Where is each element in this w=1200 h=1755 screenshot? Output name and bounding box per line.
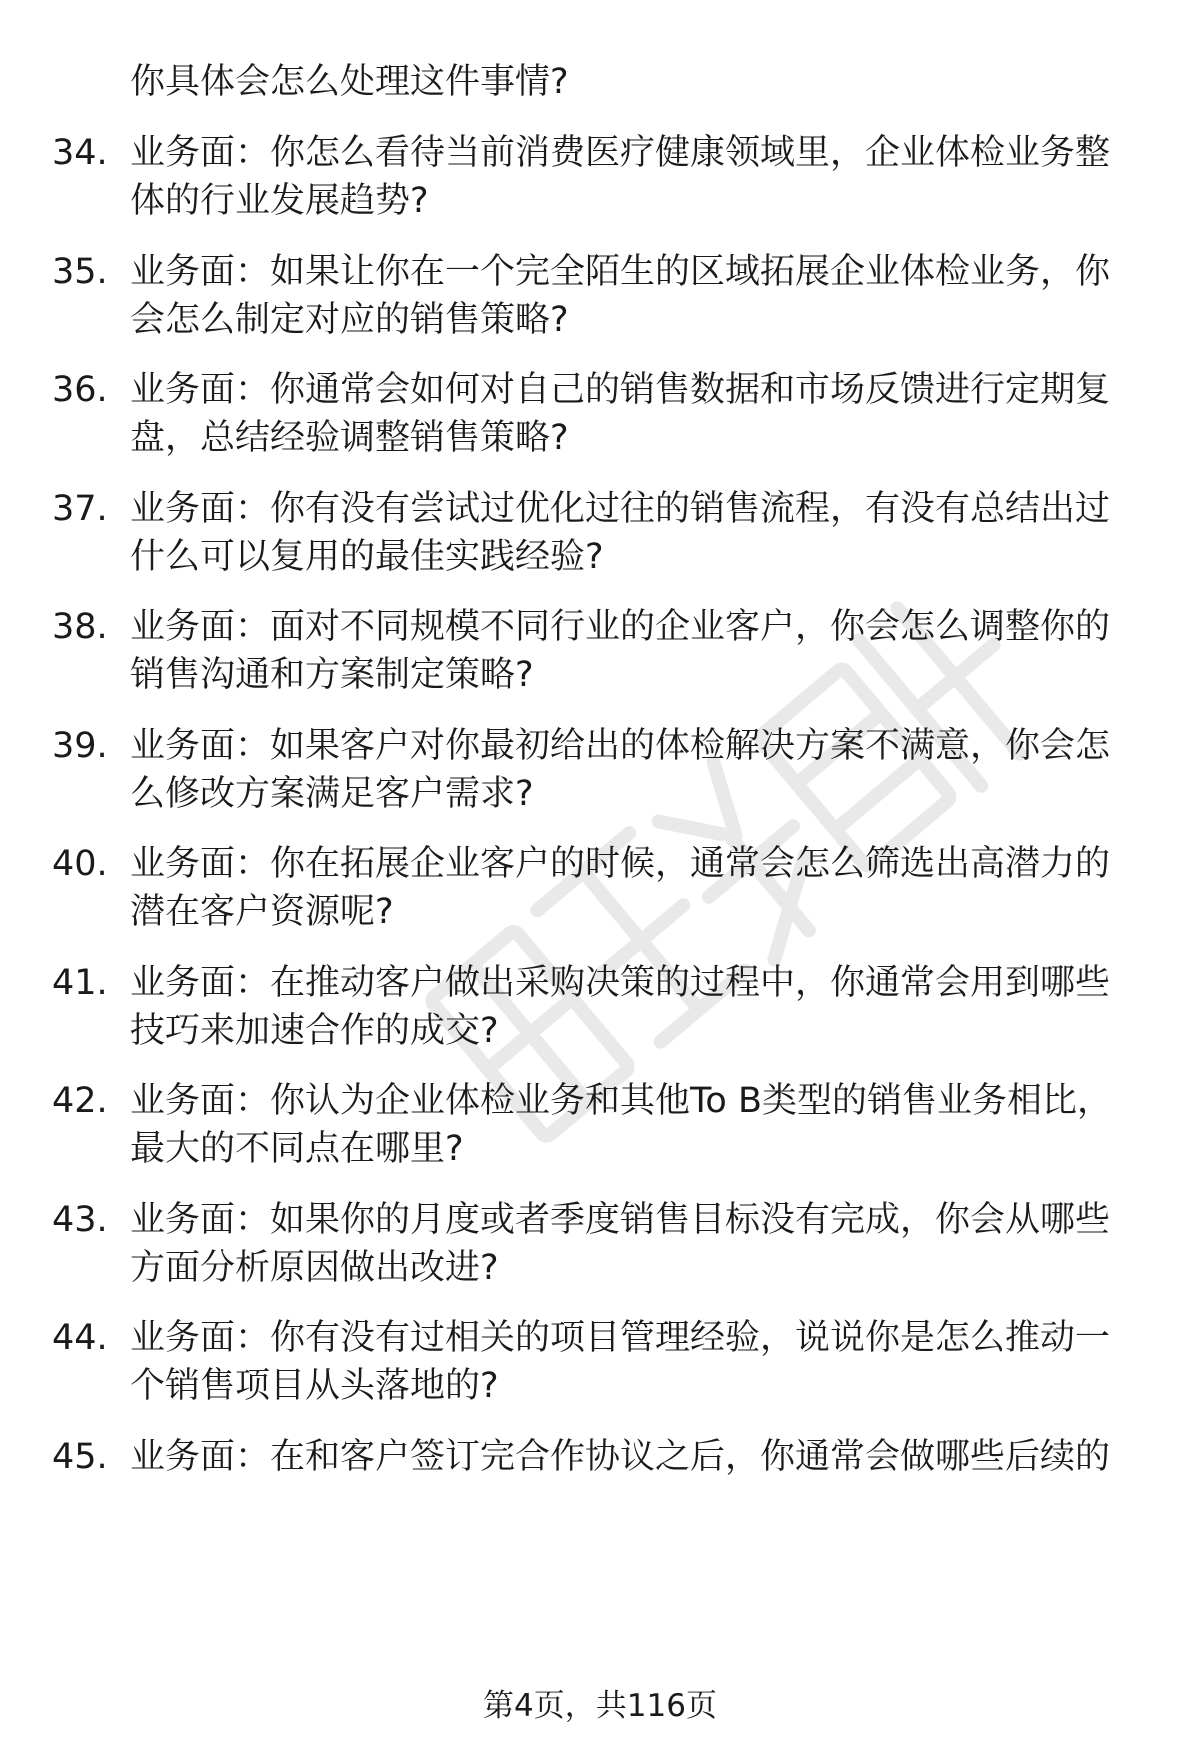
item-text [130,485,1140,581]
item-text-line: 体的行业发展趋势? [130,181,429,221]
item-number: 40. [52,844,108,884]
item-number: 36. [52,370,108,410]
item-text-line: 业务面：在和客户签订完合作协议之后，你通常会做哪些后续的 [130,1437,1111,1477]
item-text [130,1077,1140,1173]
item-text-line: 业务面：你通常会如何对自己的销售数据和市场反馈进行定期复 [130,370,1111,410]
item-text [130,248,1140,344]
item-text [130,603,1140,699]
item-text-line: 业务面：面对不同规模不同行业的企业客户，你会怎么调整你的 [130,607,1111,647]
item-number: 39. [52,726,108,766]
page-footer: 第4页，共116页 [483,1688,717,1724]
item-text [130,840,1140,936]
item-text [130,1433,1140,1481]
item-text [130,722,1140,818]
item-text-line: 业务面：你在拓展企业客户的时候，通常会怎么筛选出高潜力的 [130,844,1111,884]
continuation-line: 你具体会怎么处理这件事情? [130,62,569,102]
item-number: 45. [52,1437,108,1477]
item-text-line: 业务面：你怎么看待当前消费医疗健康领域里，企业体检业务整 [130,133,1111,173]
item-number: 37. [52,489,108,529]
item-number: 42. [52,1081,108,1121]
item-text [130,959,1140,1055]
item-text-line: 会怎么制定对应的销售策略? [130,300,569,340]
item-number: 34. [52,133,108,173]
item-text-line: 业务面：你有没有过相关的项目管理经验，说说你是怎么推动一 [130,1318,1111,1358]
item-text-line: 业务面：在推动客户做出采购决策的过程中，你通常会用到哪些 [130,963,1111,1003]
item-text-line: 销售沟通和方案制定策略? [130,655,534,695]
item-text [130,366,1140,462]
item-number: 38. [52,607,108,647]
item-text [130,1314,1140,1410]
item-text-line: 最大的不同点在哪里? [130,1129,464,1169]
item-text-line: 方面分析原因做出改进? [130,1248,499,1288]
item-text-line: 业务面：如果客户对你最初给出的体检解决方案不满意，你会怎 [130,726,1111,766]
item-number: 41. [52,963,108,1003]
item-number: 44. [52,1318,108,1358]
item-text-line: 业务面：你有没有尝试过优化过往的销售流程，有没有总结出过 [130,489,1111,529]
item-text-line: 业务面：如果你的月度或者季度销售目标没有完成，你会从哪些 [130,1200,1111,1240]
item-text-line: 盘，总结经验调整销售策略? [130,418,569,458]
item-text-line: 技巧来加速合作的成交? [130,1011,499,1051]
item-text-line: 什么可以复用的最佳实践经验? [130,537,604,577]
item-text-line: 潜在客户资源呢? [130,892,394,932]
item-number: 43. [52,1200,108,1240]
item-text [130,129,1140,225]
item-text-line: 个销售项目从头落地的? [130,1366,499,1406]
item-text-line: 业务面：你认为企业体检业务和其他To B类型的销售业务相比， [130,1081,1112,1121]
item-text-line: 么修改方案满足客户需求? [130,774,534,814]
item-text-line: 业务面：如果让你在一个完全陌生的区域拓展企业体检业务，你 [130,252,1111,292]
item-text [130,1196,1140,1292]
item-number: 35. [52,252,108,292]
